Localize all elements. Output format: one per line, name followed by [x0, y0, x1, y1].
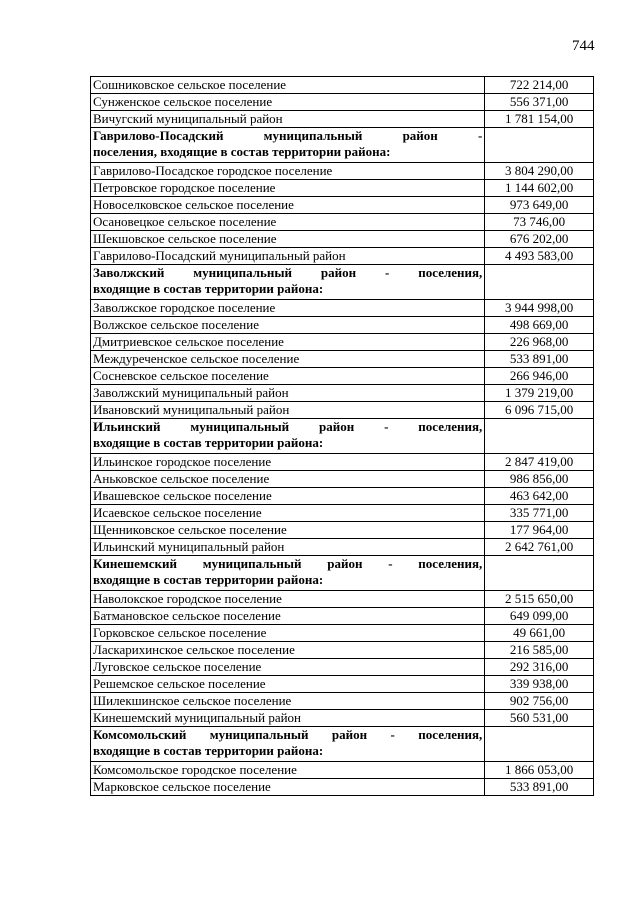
- settlement-name-cell: Батмановское сельское поселение: [91, 608, 485, 625]
- amount-cell: 463 642,00: [485, 488, 594, 505]
- district-header-row: [91, 128, 594, 163]
- settlement-name-cell: Ильинский муниципальный район: [91, 539, 485, 556]
- empty-value-cell: [485, 128, 594, 163]
- settlement-name-cell: Решемское сельское поселение: [91, 676, 485, 693]
- settlement-name-cell: Ивашевское сельское поселение: [91, 488, 485, 505]
- amount-cell: 498 669,00: [485, 317, 594, 334]
- table-row: [91, 522, 594, 539]
- amount-cell: 902 756,00: [485, 693, 594, 710]
- district-header-cell: [91, 556, 485, 591]
- amount-cell: 292 316,00: [485, 659, 594, 676]
- settlement-name-cell: Наволокское городское поселение: [91, 591, 485, 608]
- table-row: [91, 385, 594, 402]
- amount-cell: 339 938,00: [485, 676, 594, 693]
- amount-cell: 216 585,00: [485, 642, 594, 659]
- amount-cell: 4 493 583,00: [485, 248, 594, 265]
- settlement-name-cell: Сошниковское сельское поселение: [91, 77, 485, 94]
- district-header-line2: входящие в состав территории района:: [93, 281, 324, 296]
- settlement-name-cell: Кинешемский муниципальный район: [91, 710, 485, 727]
- settlement-name-cell: Аньковское сельское поселение: [91, 471, 485, 488]
- empty-value-cell: [485, 556, 594, 591]
- district-header-line1: Кинешемский муниципальный район - поселения,: [93, 556, 483, 571]
- amount-cell: 676 202,00: [485, 231, 594, 248]
- settlement-name-cell: Новоселковское сельское поселение: [91, 197, 485, 214]
- amount-cell: 177 964,00: [485, 522, 594, 539]
- table-row: [91, 111, 594, 128]
- district-header-line2: входящие в состав территории района:: [93, 743, 324, 758]
- settlement-name-cell: Волжское сельское поселение: [91, 317, 485, 334]
- settlement-name-cell: Заволжское городское поселение: [91, 300, 485, 317]
- table-row: [91, 693, 594, 710]
- table-row: [91, 676, 594, 693]
- amount-cell: 722 214,00: [485, 77, 594, 94]
- amount-cell: 73 746,00: [485, 214, 594, 231]
- table-body: [91, 77, 594, 796]
- district-header-cell: [91, 419, 485, 454]
- amount-cell: 533 891,00: [485, 351, 594, 368]
- settlement-name-cell: Горковское сельское поселение: [91, 625, 485, 642]
- table-row: [91, 625, 594, 642]
- settlement-name-cell: Щенниковское сельское поселение: [91, 522, 485, 539]
- settlement-name-cell: Гаврилово-Посадское городское поселение: [91, 163, 485, 180]
- settlement-name-cell: Осановецкое сельское поселение: [91, 214, 485, 231]
- district-header-line2: поселения, входящие в состав территории района:: [93, 144, 391, 159]
- table-row: [91, 591, 594, 608]
- table-row: [91, 779, 594, 796]
- district-header-row: [91, 419, 594, 454]
- district-header-row: [91, 727, 594, 762]
- settlement-name-cell: Сунженское сельское поселение: [91, 94, 485, 111]
- table-row: [91, 539, 594, 556]
- allocation-table: [90, 76, 594, 796]
- settlement-name-cell: Ивановский муниципальный район: [91, 402, 485, 419]
- table-row: [91, 642, 594, 659]
- settlement-name-cell: Ласкарихинское сельское поселение: [91, 642, 485, 659]
- table-row: [91, 197, 594, 214]
- district-header-line1: Гаврилово-Посадский муниципальный район -: [93, 128, 483, 143]
- settlement-name-cell: Дмитриевское сельское поселение: [91, 334, 485, 351]
- table-row: [91, 77, 594, 94]
- amount-cell: 986 856,00: [485, 471, 594, 488]
- table-row: [91, 505, 594, 522]
- amount-cell: 6 096 715,00: [485, 402, 594, 419]
- district-header-cell: [91, 128, 485, 163]
- amount-cell: 2 642 761,00: [485, 539, 594, 556]
- settlement-name-cell: Комсомольское городское поселение: [91, 762, 485, 779]
- amount-cell: 533 891,00: [485, 779, 594, 796]
- settlement-name-cell: Заволжский муниципальный район: [91, 385, 485, 402]
- amount-cell: 1 144 602,00: [485, 180, 594, 197]
- district-header-line1: Комсомольский муниципальный район - поселения,: [93, 727, 483, 742]
- amount-cell: 649 099,00: [485, 608, 594, 625]
- amount-cell: 556 371,00: [485, 94, 594, 111]
- amount-cell: 3 804 290,00: [485, 163, 594, 180]
- settlement-name-cell: Сосневское сельское поселение: [91, 368, 485, 385]
- district-header-line1: Заволжский муниципальный район - поселения,: [93, 265, 483, 280]
- settlement-name-cell: Луговское сельское поселение: [91, 659, 485, 676]
- amount-cell: 1 781 154,00: [485, 111, 594, 128]
- table-row: [91, 300, 594, 317]
- district-header-line2: входящие в состав территории района:: [93, 572, 324, 587]
- district-header-line1: Ильинский муниципальный район - поселения,: [93, 419, 483, 434]
- amount-cell: 2 847 419,00: [485, 454, 594, 471]
- empty-value-cell: [485, 727, 594, 762]
- settlement-name-cell: Ильинское городское поселение: [91, 454, 485, 471]
- settlement-name-cell: Междуреченское сельское поселение: [91, 351, 485, 368]
- table-row: [91, 471, 594, 488]
- amount-cell: 973 649,00: [485, 197, 594, 214]
- settlement-name-cell: Шекшовское сельское поселение: [91, 231, 485, 248]
- table-row: [91, 762, 594, 779]
- settlement-name-cell: Шилекшинское сельское поселение: [91, 693, 485, 710]
- amount-cell: 3 944 998,00: [485, 300, 594, 317]
- table-row: [91, 94, 594, 111]
- table-row: [91, 710, 594, 727]
- table-row: [91, 402, 594, 419]
- table-row: [91, 334, 594, 351]
- table-row: [91, 231, 594, 248]
- amount-cell: 335 771,00: [485, 505, 594, 522]
- amount-cell: 1 379 219,00: [485, 385, 594, 402]
- amount-cell: 49 661,00: [485, 625, 594, 642]
- settlement-name-cell: Петровское городское поселение: [91, 180, 485, 197]
- district-header-cell: [91, 727, 485, 762]
- settlement-name-cell: Гаврилово-Посадский муниципальный район: [91, 248, 485, 265]
- empty-value-cell: [485, 265, 594, 300]
- empty-value-cell: [485, 419, 594, 454]
- district-header-cell: [91, 265, 485, 300]
- amount-cell: 266 946,00: [485, 368, 594, 385]
- table-row: [91, 368, 594, 385]
- table-row: [91, 351, 594, 368]
- settlement-name-cell: Марковское сельское поселение: [91, 779, 485, 796]
- table-row: [91, 248, 594, 265]
- settlement-name-cell: Исаевское сельское поселение: [91, 505, 485, 522]
- amount-cell: 560 531,00: [485, 710, 594, 727]
- amount-cell: 2 515 650,00: [485, 591, 594, 608]
- table-row: [91, 488, 594, 505]
- table-row: [91, 454, 594, 471]
- district-header-line2: входящие в состав территории района:: [93, 435, 324, 450]
- amount-cell: 1 866 053,00: [485, 762, 594, 779]
- district-header-row: [91, 556, 594, 591]
- table-row: [91, 214, 594, 231]
- table-row: [91, 163, 594, 180]
- table-row: [91, 317, 594, 334]
- settlement-name-cell: Вичугский муниципальный район: [91, 111, 485, 128]
- district-header-row: [91, 265, 594, 300]
- table-row: [91, 659, 594, 676]
- table-row: [91, 180, 594, 197]
- page-number: 744: [572, 38, 595, 54]
- table-row: [91, 608, 594, 625]
- amount-cell: 226 968,00: [485, 334, 594, 351]
